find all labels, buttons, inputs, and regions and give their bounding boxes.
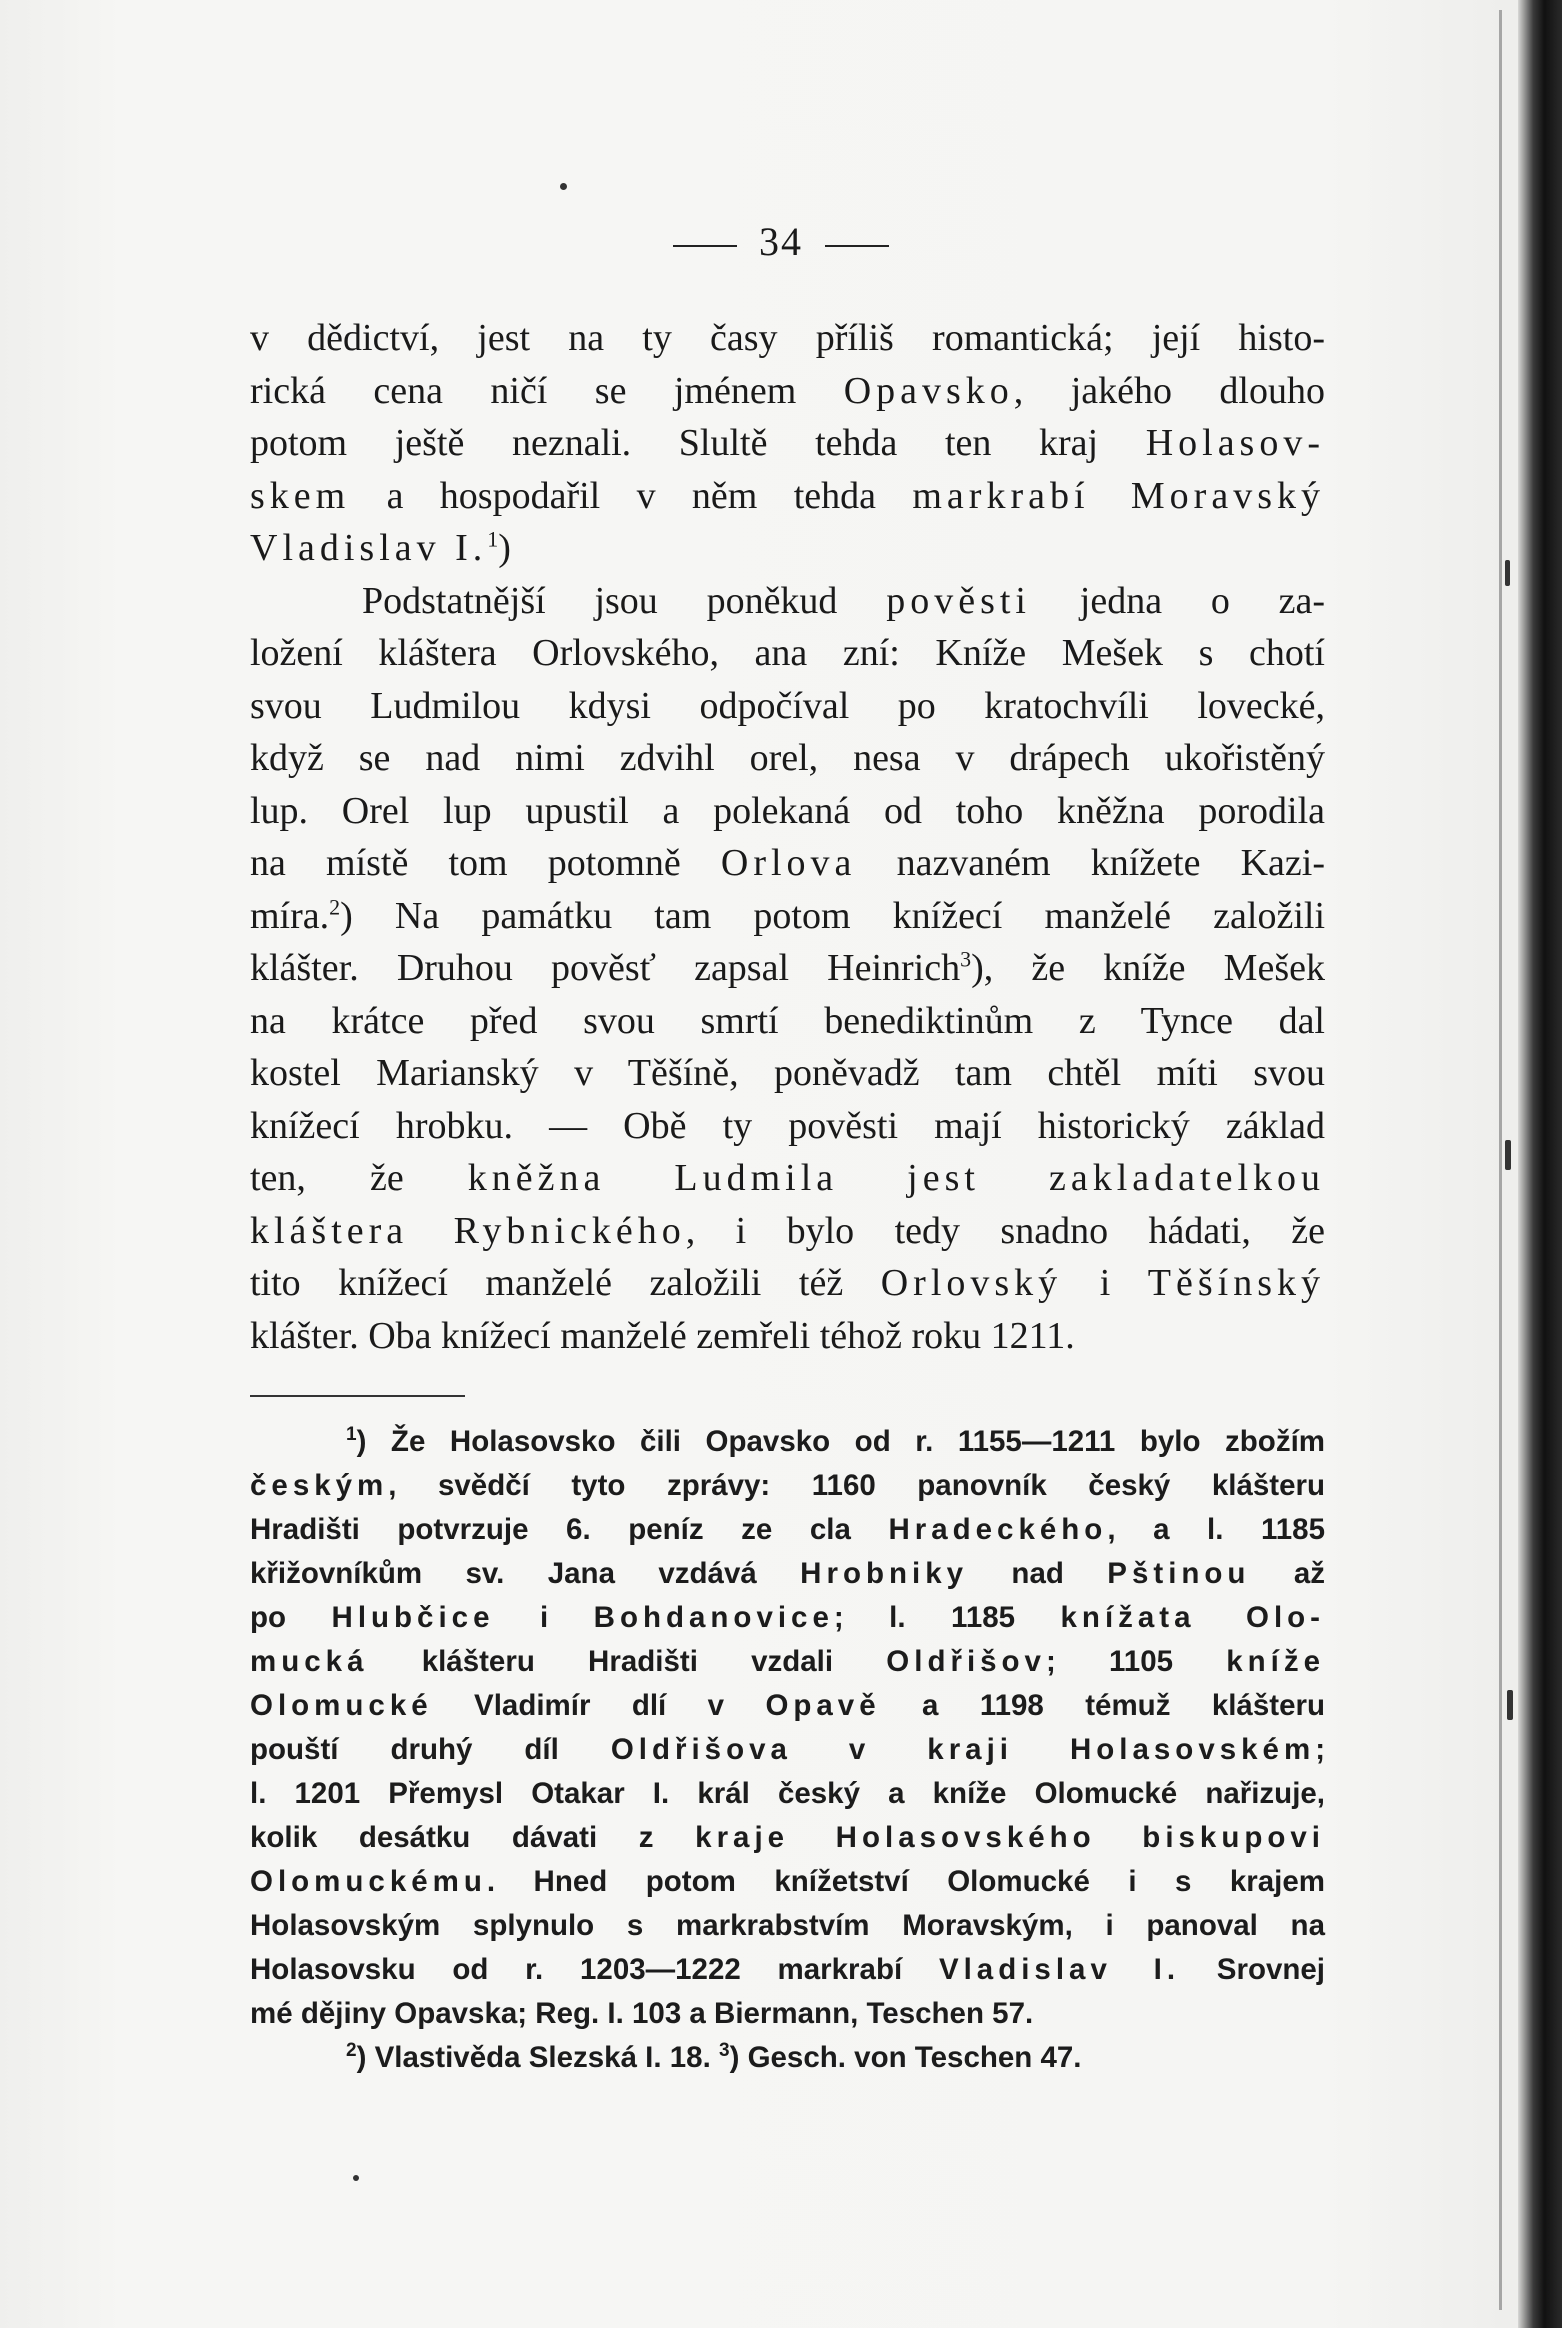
left-dash: [673, 245, 737, 247]
text-run: kolik desátku dávati z: [250, 1821, 696, 1854]
text-line: [250, 417, 1325, 470]
footnote-line: [250, 1904, 1325, 1948]
text-run: a hospodařil v něm tehda: [350, 474, 913, 517]
text-line: [250, 365, 1325, 418]
print-speck: [1505, 1140, 1511, 1170]
footnote-line: [250, 1464, 1325, 1508]
spaced-text: Orlovský: [880, 1262, 1063, 1304]
spaced-text: markrabí Moravský: [912, 474, 1325, 517]
right-dash: [825, 245, 889, 247]
text-line: [250, 785, 1325, 838]
text-line: [250, 627, 1325, 680]
page-number-value: 34: [759, 219, 803, 264]
text-run: potom ještě neznali. Slultě tehda ten kraj: [250, 422, 1146, 464]
spaced-text: českým: [250, 1469, 389, 1502]
main-text: [250, 312, 1325, 1362]
text-run: Holasovským splynulo s markrabstvím Moravským, i panoval na: [250, 1909, 1325, 1942]
text-run: lup. Orel lup upustil a polekaná od toho kněžna porodila: [250, 789, 1325, 832]
text-run: na místě tom potomně: [250, 842, 721, 884]
spaced-text: skem: [250, 474, 351, 517]
text-line: [250, 995, 1325, 1048]
footnote-line: [250, 1552, 1325, 1596]
text-run: Vladimír dlí v: [432, 1689, 766, 1722]
spaced-text: pověsti: [886, 579, 1031, 622]
spaced-text: kraje Holasovského biskupovi: [695, 1821, 1325, 1854]
text-run: , a l. 1185: [1107, 1513, 1325, 1546]
text-line: [250, 680, 1325, 733]
text-run: nad: [968, 1557, 1108, 1590]
text-line: [250, 470, 1325, 523]
footnote-marker: 3: [718, 2040, 730, 2062]
text-line: [250, 942, 1325, 995]
text-run: Hradišti potvrzuje 6. peníz ze cla: [250, 1513, 889, 1546]
footnote-marker: 2: [346, 2040, 357, 2062]
text-run: klášteru Hradišti vzdali: [368, 1645, 887, 1678]
text-run: , jakého dlouho: [1013, 369, 1325, 412]
spaced-text: Opavsko: [843, 369, 1014, 412]
text-line: [250, 312, 1325, 365]
text-run: v dědictví, jest na ty časy příliš romantická; její histo-: [250, 317, 1325, 359]
text-run: ;: [1315, 1733, 1326, 1766]
text-run: ložení kláštera Orlovského, ana zní: Kníže Mešek s chotí: [250, 632, 1325, 674]
spaced-text: Vladislav I.: [938, 1953, 1181, 1986]
spaced-text: Oldřišov: [886, 1645, 1046, 1678]
spaced-text: Pštinou: [1107, 1557, 1251, 1590]
footnote-line: [250, 1948, 1325, 1992]
text-run: ): [498, 527, 511, 569]
footnote-line: [250, 1640, 1325, 1684]
text-run: tito knížecí manželé založili též: [250, 1262, 881, 1304]
text-run: Holasovsku od r. 1203—1222 markrabí: [250, 1953, 939, 1986]
text-run: ) Že Holasovsko čili Opavsko od r. 1155—1211 bylo zbožím: [356, 1425, 1325, 1458]
footnote-line: [250, 1992, 1325, 2036]
print-speck: [353, 2175, 359, 2181]
text-line: [250, 522, 1325, 575]
spaced-text: kníže: [1226, 1645, 1325, 1678]
footnote-line: [250, 1684, 1325, 1728]
footnote-marker: 2: [329, 893, 341, 919]
footnote-line: [250, 1728, 1325, 1772]
text-run: po: [250, 1601, 332, 1634]
page-edge-shadow: [1518, 0, 1562, 2328]
text-run: knížecí hrobku. — Obě ty pověsti mají historický základ: [250, 1104, 1325, 1147]
footnote-line: [250, 1508, 1325, 1552]
text-run: svou Ludmilou kdysi odpočíval po kratochvíli lovecké,: [250, 684, 1325, 727]
footnote-line: [250, 1420, 1325, 1464]
footnote-line: [250, 1596, 1325, 1640]
text-run: ) Na památku tam potom knížecí manželé založili: [340, 894, 1325, 937]
footnote-marker: 3: [960, 946, 972, 972]
spaced-text: kněžna Ludmila jest zakladatelkou: [467, 1157, 1326, 1199]
spaced-text: Olomucké: [250, 1689, 433, 1722]
text-run: , svědčí tyto zprávy: 1160 panovník český klášteru: [388, 1469, 1325, 1502]
spaced-text: Vladislav I.: [250, 527, 488, 569]
text-run: i: [494, 1601, 594, 1634]
text-line: [250, 837, 1325, 890]
text-run: mé dějiny Opavska; Reg. I. 103 a Biermann, Teschen 57.: [250, 1997, 1034, 2030]
text-run: , i bylo tedy snadno hádati, že: [685, 1209, 1325, 1252]
text-run: ten, že: [250, 1157, 468, 1199]
text-run: ; 1105: [1045, 1645, 1227, 1678]
spaced-text: Hrobniky: [800, 1557, 969, 1590]
spaced-text: Hradeckého: [888, 1513, 1108, 1546]
text-run: l. 1201 Přemysl Otakar I. král český a kníže Olomucké nařizuje,: [250, 1777, 1325, 1810]
spaced-text: Hlubčice: [331, 1601, 495, 1634]
footnote-line: [250, 2036, 1325, 2080]
text-run: Podstatnější jsou poněkud: [362, 579, 887, 622]
footnote-separator: [250, 1395, 465, 1397]
spaced-text: knížata Olo-: [1060, 1601, 1325, 1634]
page-edge-line: [1499, 10, 1502, 2310]
footnote-marker: 1: [346, 1424, 357, 1446]
spaced-text: Orlova: [720, 842, 857, 884]
text-line: [250, 575, 1325, 628]
page-number: [0, 218, 1562, 265]
text-run: . Hned potom knížetství Olomucké i s krajem: [486, 1865, 1325, 1898]
text-line: [250, 1257, 1325, 1310]
text-run: když se nad nimi zdvihl orel, nesa v drápech ukořistěný: [250, 737, 1325, 779]
text-run: ) Gesch. von Teschen 47.: [729, 2041, 1082, 2074]
text-line: [250, 732, 1325, 785]
text-run: míra.: [250, 894, 330, 937]
text-run: ; l. 1185: [833, 1601, 1061, 1634]
text-run: ), že kníže Mešek: [971, 947, 1325, 989]
print-speck: [1507, 1690, 1513, 1720]
text-run: rická cena ničí se jménem: [250, 369, 844, 412]
text-run: Srovnej: [1180, 1953, 1325, 1986]
text-line: [250, 1152, 1325, 1205]
text-line: [250, 1100, 1325, 1153]
spaced-text: mucká: [250, 1645, 369, 1678]
spaced-text: Těšínský: [1147, 1262, 1325, 1304]
text-run: pouští druhý díl: [250, 1733, 611, 1766]
spaced-text: Bohdanovice: [593, 1601, 834, 1634]
spaced-text: Olomuckému: [250, 1865, 487, 1898]
spaced-text: kláštera Rybnického: [250, 1209, 686, 1252]
text-run: jedna o za-: [1031, 579, 1325, 622]
text-run: křižovníkům sv. Jana vzdává: [250, 1557, 801, 1590]
text-run: klášter. Oba knížecí manželé zemřeli téhož roku 1211.: [250, 1314, 1075, 1357]
spaced-text: Holasov-: [1145, 422, 1325, 464]
print-speck: [560, 183, 567, 190]
text-line: [250, 1205, 1325, 1258]
text-run: i: [1062, 1262, 1148, 1304]
footnote-line: [250, 1772, 1325, 1816]
text-run: klášter. Druhou pověsť zapsal Heinrich: [250, 947, 961, 989]
footnote-line: [250, 1860, 1325, 1904]
footnote-line: [250, 1816, 1325, 1860]
text-run: kostel Marianský v Těšíně, poněvadž tam chtěl míti svou: [250, 1052, 1325, 1094]
text-run: na krátce před svou smrtí benediktinům z Tynce dal: [250, 999, 1325, 1042]
text-run: až: [1250, 1557, 1326, 1590]
text-line: [250, 890, 1325, 943]
text-line: [250, 1310, 1325, 1363]
spaced-text: Oldřišova v kraji Holasovském: [610, 1733, 1316, 1766]
footnotes: [250, 1420, 1325, 2080]
text-run: ) Vlastivěda Slezská I. 18.: [356, 2041, 719, 2074]
text-line: [250, 1047, 1325, 1100]
footnote-marker: 1: [487, 526, 499, 552]
text-run: nazvaném knížete Kazi-: [856, 842, 1325, 884]
text-run: a 1198 témuž klášteru: [880, 1689, 1325, 1722]
print-speck: [1505, 560, 1510, 586]
spaced-text: Opavě: [765, 1689, 881, 1722]
